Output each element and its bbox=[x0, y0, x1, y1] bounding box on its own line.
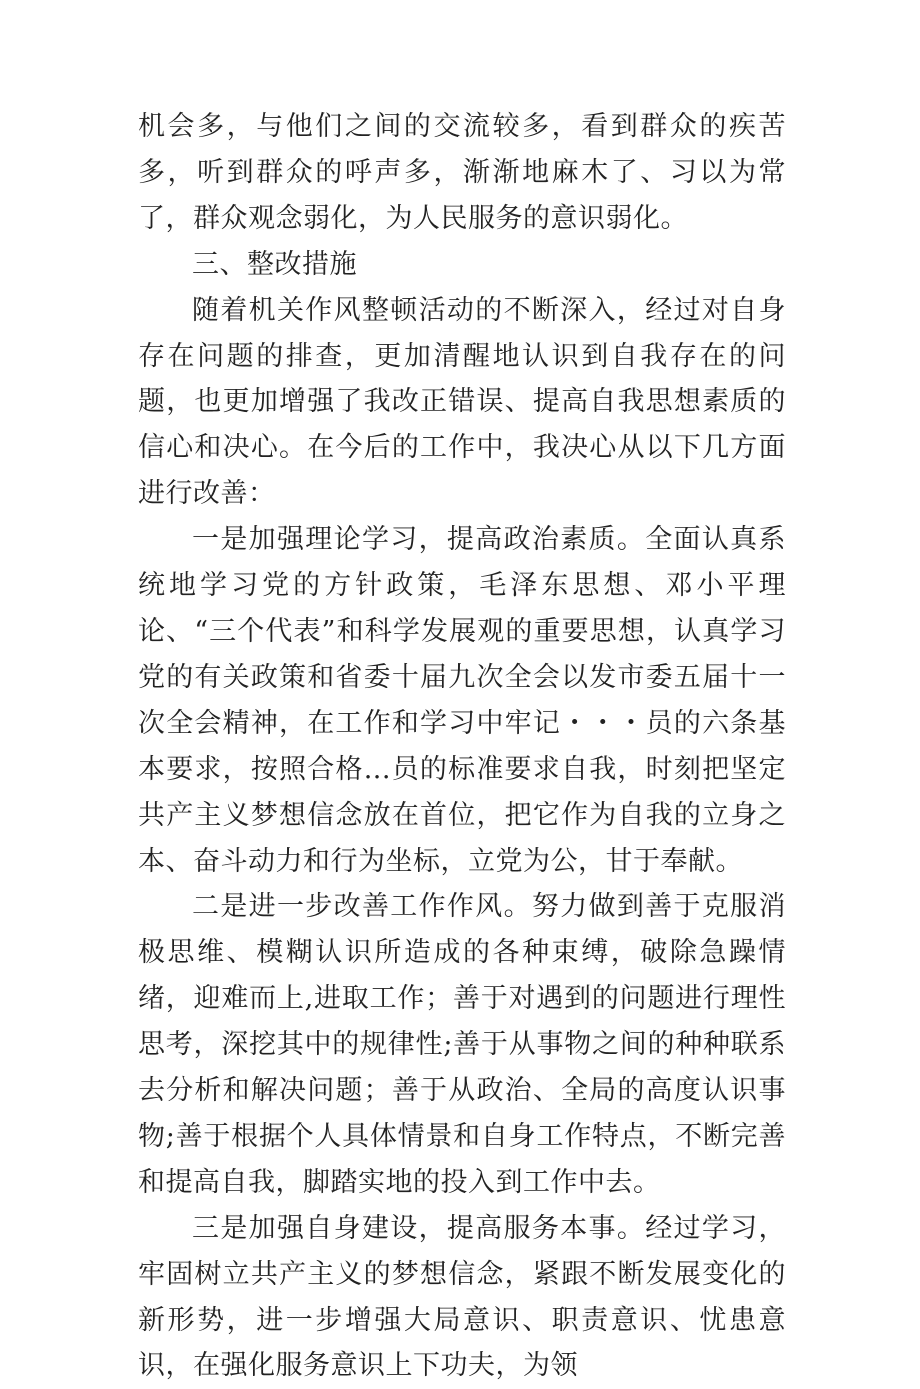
paragraph-measure-2: 二是进一步改善工作作风。努力做到善于克服消极思维、模糊认识所造成的各种束缚，破除急躁情绪，迎难而上,进取工作；善于对遇到的问题进行理性思考，深挖其中的规律性;善于从事物之间的种种联系去分析和解决问题；善于从政治、全局的高度认识事物;善于根据个人具体情景和自身工作特点，不断完善和提高自我，脚踏实地的投入到工作中去。 bbox=[138, 891, 786, 1198]
document-body bbox=[138, 104, 786, 1389]
paragraph-measure-3: 三是加强自身建设，提高服务本事。经过学习，牢固树立共产主义的梦想信念，紧跟不断发展变化的新形势，进一步增强大局意识、职责意识、忧患意识，在强化服务意识上下功夫，为领 bbox=[138, 1212, 786, 1382]
section-heading: 三、整改措施 bbox=[192, 248, 357, 280]
paragraph-continuation: 机会多，与他们之间的交流较多，看到群众的疾苦多，听到群众的呼声多，渐渐地麻木了、习以为常了，群众观念弱化，为人民服务的意识弱化。 bbox=[138, 111, 786, 234]
paragraph-intro: 随着机关作风整顿活动的不断深入，经过对自身存在问题的排查，更加清醒地认识到自我存在的问题，也更加增强了我改正错误、提高自我思想素质的信心和决心。在今后的工作中，我决心从以下几方面进行改善： bbox=[138, 294, 786, 510]
paragraph-measure-1: 一是加强理论学习，提高政治素质。全面认真系统地学习党的方针政策，毛泽东思想、邓小平理论、“三个代表”和科学发展观的重要思想，认真学习党的有关政策和省委十届九次全会以发市委五届十一次全会精神，在工作和学习中牢记・・・员的六条基本要求，按照合格...员的标准要求自我，时刻把坚定共产主义梦想信念放在首位，把它作为自我的立身之本、奋斗动力和行为坐标，立党为公，甘于奉献。 bbox=[138, 524, 786, 877]
